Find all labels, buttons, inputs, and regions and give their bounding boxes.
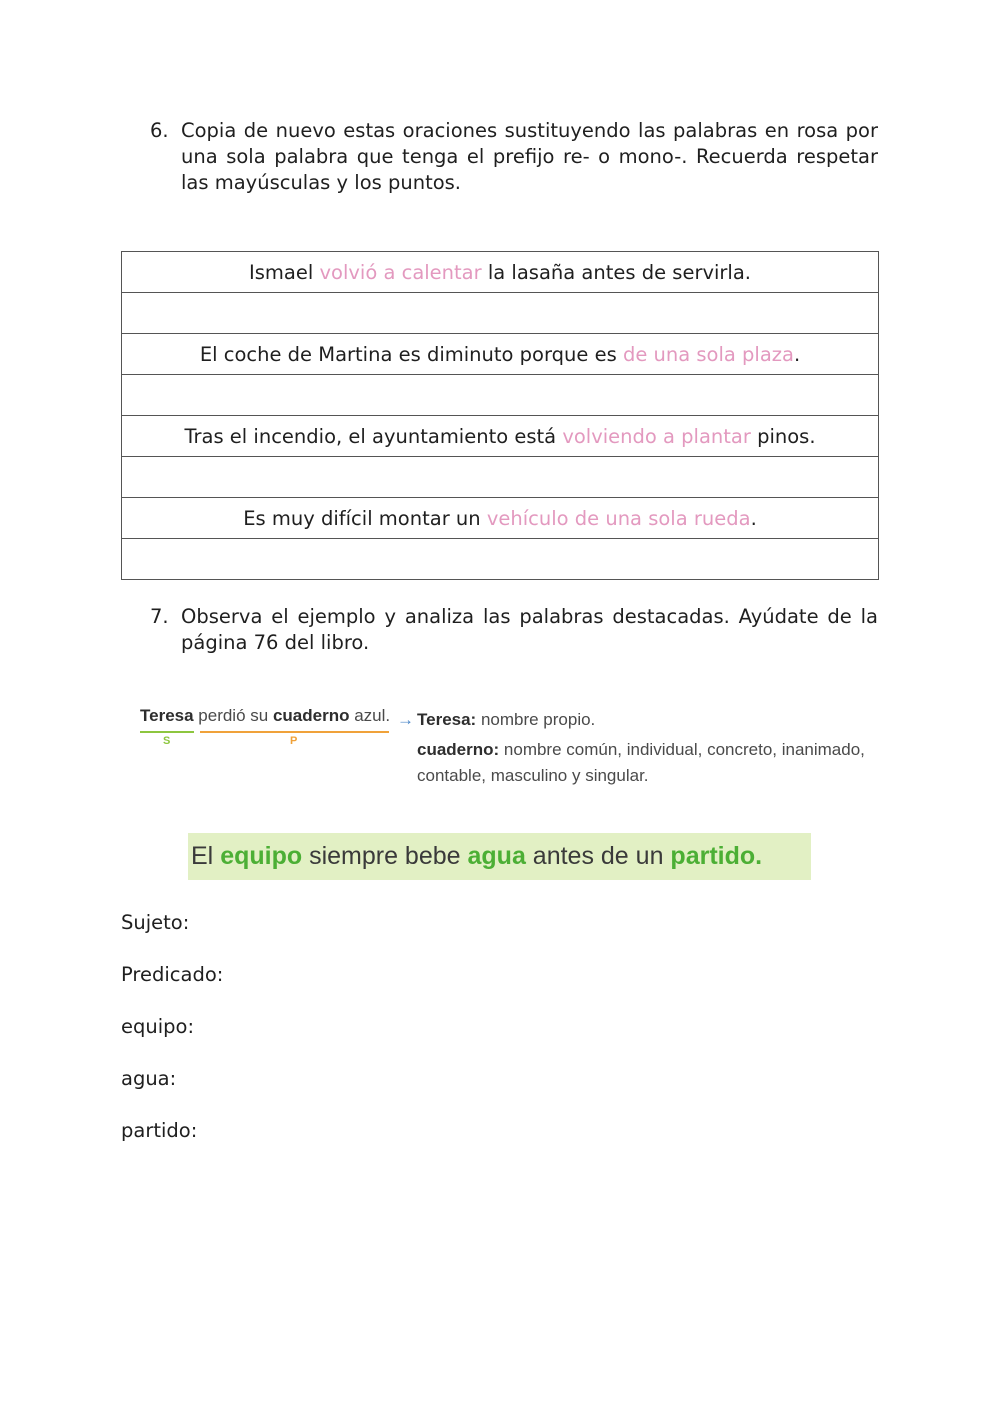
arrow-right-icon: → [397,710,414,729]
pink-phrase: volvió a calentar [319,260,482,284]
pink-phrase: volviendo a plantar [562,424,751,448]
answer-cell[interactable] [122,539,879,580]
answer-cell[interactable] [122,375,879,416]
subject-label: S [163,735,171,747]
sentence-post: pinos. [750,424,816,448]
example-subject-word: Teresa [140,706,194,725]
pink-phrase: de una sola plaza [622,342,794,366]
highlighted-sentence [188,833,811,880]
banner-word-agua: agua [467,842,526,870]
sentence-row [122,334,879,375]
example-box [140,706,900,796]
predicate-label: P [290,735,298,747]
banner-text: siempre bebe [302,842,468,870]
field-predicado[interactable]: Predicado: [121,963,224,986]
sentence-cell [122,334,879,375]
sentence-pre: El coche de Martina es diminuto porque es [199,342,623,366]
sentence-post: la lasaña antes de servirla. [481,260,751,284]
answer-row[interactable] [122,539,879,580]
answer-fields [121,910,223,1170]
analysis-2-word: cuaderno: [417,740,500,759]
analysis-1-text: nombre propio. [476,710,596,729]
pink-phrase: vehículo de una sola rueda [486,506,751,530]
analysis-line-1 [397,706,900,733]
subject-underline [140,731,194,733]
analysis-2-text: nombre común, individual, concreto, inanimado, contable, masculino y singular. [417,740,865,785]
sentence-pre: Es muy difícil montar un [243,506,487,530]
banner-text: antes de un [525,842,671,870]
answer-cell[interactable] [122,457,879,498]
field-partido[interactable]: partido: [121,1119,198,1142]
sentence-pre: Ismael [249,260,320,284]
sentence-row [122,498,879,539]
sentence-cell [122,498,879,539]
exercise-6 [150,118,878,196]
predicate-underline [200,731,389,733]
sentence-cell [122,416,879,457]
field-agua[interactable]: agua: [121,1067,177,1090]
sentence-row [122,252,879,293]
exercise-7-instruction: Observa el ejemplo y analiza las palabras destacadas. Ayúdate de la página 76 del libro. [181,605,878,654]
sentence-post: . [793,342,801,366]
banner-word-equipo: equipo [220,842,303,870]
example-noun-word: cuaderno [272,706,350,725]
sentences-table [121,251,879,580]
exercise-6-number: 6. [150,119,169,142]
sentence-cell [122,252,879,293]
exercise-7-number: 7. [150,605,169,628]
answer-cell[interactable] [122,293,879,334]
sentence-row [122,416,879,457]
analysis-1-word: Teresa: [417,710,477,729]
example-analysis [397,706,900,789]
example-text: perdió su [193,706,273,725]
sentence-pre: Tras el incendio, el ayuntamiento está [184,424,563,448]
banner-word-partido: partido. [670,842,763,870]
example-text-end: azul. [349,706,391,725]
answer-row[interactable] [122,293,879,334]
field-equipo[interactable]: equipo: [121,1015,195,1038]
banner-text: El [191,842,221,870]
analysis-line-2 [417,737,900,789]
sentence-post: . [750,506,757,530]
example-sentence [140,706,390,726]
exercise-6-instruction: Copia de nuevo estas oraciones sustituyendo las palabras en rosa por una sola palabra que tenga el prefijo re- o mono-. Recuerda respetar las mayúsculas y los puntos. [181,119,878,194]
field-sujeto[interactable]: Sujeto: [121,911,190,934]
answer-row[interactable] [122,457,879,498]
answer-row[interactable] [122,375,879,416]
exercise-7 [150,604,878,656]
